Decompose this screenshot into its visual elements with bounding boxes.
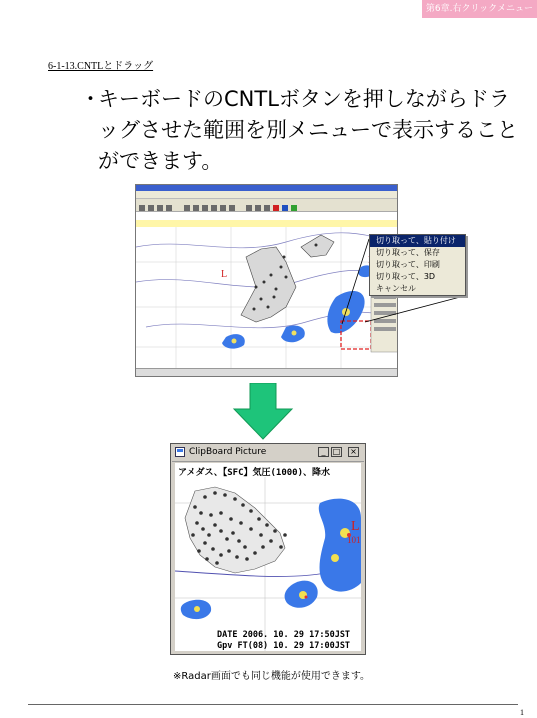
- menu-item-cancel[interactable]: キャンセル: [376, 284, 416, 293]
- context-menu: [369, 234, 466, 296]
- svg-text:L: L: [221, 269, 228, 280]
- menu-item-cut-print[interactable]: 切り取って、印刷: [376, 260, 440, 269]
- low-pressure-symbol: L: [351, 519, 360, 534]
- menu-item-cut-save[interactable]: 切り取って、保存: [376, 248, 440, 257]
- clipboard-map-caption: アメダス、【SFC】気圧(1000)、降水: [178, 468, 330, 478]
- bullet-mark: ・: [80, 87, 101, 111]
- maximize-button[interactable]: □: [332, 447, 341, 456]
- clipboard-date-line: DATE 2006. 10. 29 17:50JST: [217, 630, 351, 640]
- chapter-tab: 第6章.右クリックメニュー: [422, 0, 537, 18]
- window-app-icon: [175, 447, 185, 457]
- bullet-text: キーボードのCNTLボタンを押しながらドラッグさせた範囲を別メニューで表示することができます。: [98, 87, 518, 173]
- menu-item-cut-3d[interactable]: 切り取って、3D: [376, 272, 436, 281]
- footer-divider: [28, 704, 518, 705]
- low-pressure-value: 101: [347, 535, 361, 545]
- footnote: ※Radar画面でも同じ機能が使用できます。: [173, 671, 371, 682]
- close-button[interactable]: ×: [348, 447, 359, 457]
- page-number: 1: [520, 708, 524, 717]
- clipboard-gpv-line: Gpv FT(08) 10. 29 17:00JST: [217, 641, 351, 651]
- clipboard-image: [175, 463, 361, 651]
- down-arrow-icon: [232, 383, 294, 441]
- clipboard-weather-map: [175, 463, 361, 651]
- section-title: 6-1-13.CNTLとドラッグ: [48, 61, 154, 72]
- menu-item-cut-paste[interactable]: 切り取って、貼り付け: [370, 235, 465, 247]
- clipboard-window: [170, 443, 366, 655]
- clipboard-window-title: ClipBoard Picture: [189, 447, 267, 457]
- clipboard-titlebar[interactable]: [172, 445, 364, 462]
- minimize-button[interactable]: _: [318, 447, 329, 457]
